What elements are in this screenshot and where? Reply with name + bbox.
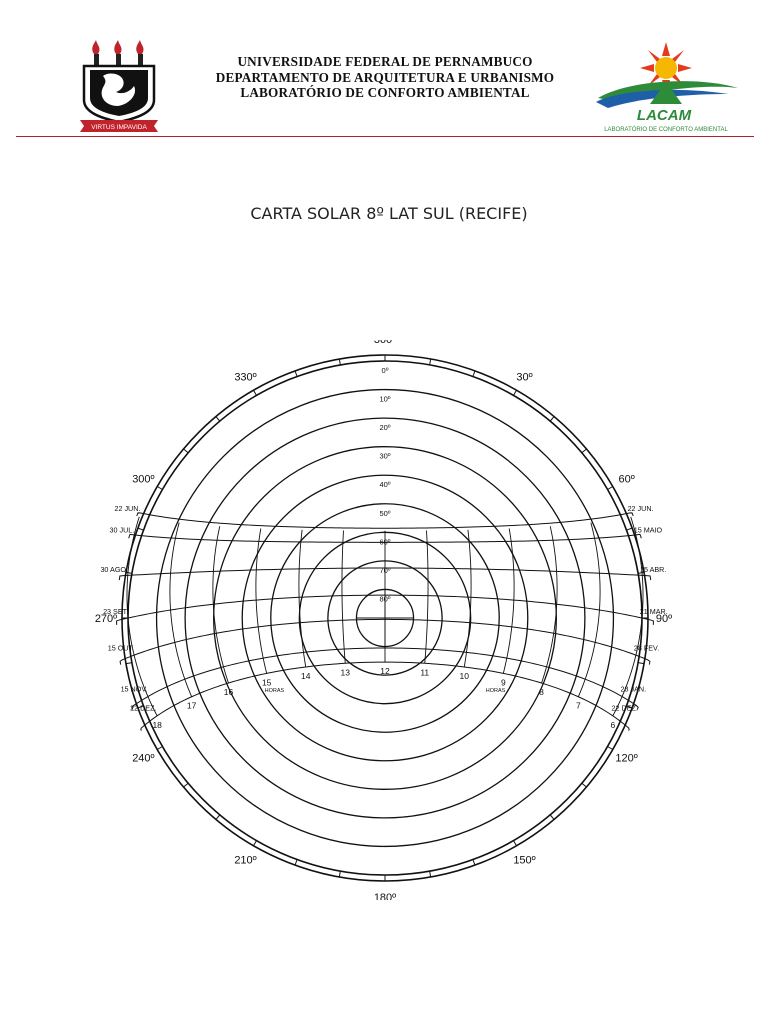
azimuth-tick — [473, 860, 475, 866]
azimuth-tick — [550, 815, 554, 820]
azimuth-tick — [216, 417, 220, 422]
azimuth-tick — [582, 783, 587, 787]
azimuth-tick — [627, 528, 633, 530]
azimuth-tick — [184, 449, 189, 453]
azimuth-tick — [608, 747, 613, 750]
date-label-right: 21 MAR. — [639, 607, 668, 617]
altitude-label: 20º — [379, 423, 391, 433]
header-institution-text — [200, 54, 570, 101]
altitude-label: 70º — [379, 565, 391, 575]
date-label-left: 30 JUL. — [109, 525, 135, 535]
hour-line — [503, 528, 514, 673]
hour-label: 16 — [223, 687, 234, 698]
date-label-right: 15 ABR. — [639, 565, 667, 575]
hour-label: 13 — [340, 667, 350, 678]
page-header — [0, 0, 768, 140]
azimuth-tick — [638, 663, 644, 664]
azimuth-label: 120º — [615, 752, 638, 765]
azimuth-label: 210º — [234, 854, 257, 867]
azimuth-label: 180º — [373, 892, 397, 900]
azimuth-tick — [184, 783, 189, 787]
date-label-right: 28 FEV. — [633, 643, 660, 653]
ufpe-crest-icon — [78, 40, 160, 132]
azimuth-label: 150º — [513, 854, 536, 867]
page-title: CARTA SOLAR 8º LAT SUL (RECIFE) — [250, 204, 528, 223]
date-label-left: 15 OUT. — [107, 643, 135, 653]
date-label-left: 22 JUN. — [114, 503, 141, 513]
azimuth-tick — [514, 841, 517, 846]
sun-path-chart — [0, 340, 768, 900]
hour-label: 7 — [575, 700, 581, 711]
azimuth-tick — [514, 390, 517, 395]
lacam-caption: LABORATÓRIO DE CONFORTO AMBIENTAL — [604, 127, 728, 133]
hour-label: 10 — [459, 670, 470, 681]
sun-path-chart-svg — [0, 340, 768, 900]
altitude-label: 10º — [379, 394, 391, 404]
azimuth-label: 360º — [373, 340, 397, 346]
altitude-label: 80º — [379, 594, 391, 604]
header-line-laboratory: LABORATÓRIO DE CONFORTO AMBIENTAL — [240, 85, 530, 100]
azimuth-label: 30º — [516, 371, 533, 384]
azimuth-tick — [295, 860, 297, 866]
hour-label: 18 — [152, 719, 162, 730]
date-label-right: 22 DEZ. — [611, 703, 638, 713]
azimuth-label: 90º — [655, 613, 673, 625]
lacam-name: LACAM — [636, 107, 692, 124]
azimuth-tick — [430, 359, 431, 365]
azimuth-label: 240º — [132, 752, 155, 765]
azimuth-tick — [254, 390, 257, 395]
hours-caption: HORAS — [485, 687, 506, 694]
azimuth-tick — [157, 747, 162, 750]
azimuth-label: 60º — [618, 473, 635, 486]
date-label-left: 30 AGO. — [100, 565, 129, 575]
hour-line — [213, 526, 229, 683]
hour-label: 11 — [420, 667, 430, 678]
azimuth-tick — [157, 487, 162, 490]
azimuth-tick — [295, 371, 297, 377]
date-label-right: 22 JUN. — [627, 503, 654, 513]
date-label-left: 15 NOV. — [120, 684, 148, 694]
hour-line — [542, 526, 558, 683]
hour-label: 17 — [186, 700, 197, 711]
azimuth-tick — [254, 841, 257, 846]
header-divider — [16, 136, 754, 137]
azimuth-tick — [608, 487, 613, 490]
date-label-right: 15 MAIO — [633, 525, 663, 535]
hour-label: 12 — [380, 666, 390, 677]
altitude-label: 60º — [379, 537, 391, 547]
azimuth-tick — [550, 417, 554, 422]
hour-label: 9 — [500, 677, 506, 688]
altitude-label: 30º — [379, 451, 391, 461]
altitude-label: 50º — [379, 508, 391, 518]
date-label-right: 28 JAN. — [620, 684, 647, 694]
hours-caption: HORAS — [264, 687, 285, 694]
azimuth-tick — [138, 528, 144, 530]
azimuth-tick — [473, 371, 475, 377]
hour-line — [256, 528, 267, 673]
lacam-sun-logo-icon — [588, 40, 744, 134]
header-line-department: DEPARTAMENTO DE ARQUITETURA E URBANISMO — [215, 69, 555, 85]
hour-label: 6 — [610, 719, 616, 730]
hour-line — [425, 531, 428, 664]
azimuth-label: 330º — [234, 371, 257, 384]
azimuth-label: 270º — [94, 613, 118, 625]
ufpe-motto: VIRTUS IMPAVIDA — [91, 124, 147, 131]
hour-line — [342, 531, 345, 664]
hour-label: 14 — [300, 670, 311, 681]
azimuth-tick — [216, 815, 220, 820]
hour-label: 8 — [539, 687, 544, 698]
altitude-label: 40º — [379, 480, 391, 490]
azimuth-tick — [430, 871, 431, 877]
hour-label: 15 — [261, 677, 272, 688]
azimuth-tick — [339, 871, 340, 877]
azimuth-tick — [339, 359, 340, 365]
date-label-left: 22 DEZ. — [130, 703, 157, 713]
azimuth-tick — [582, 449, 587, 453]
altitude-label: 0º — [381, 366, 389, 375]
header-line-university: UNIVERSIDADE FEDERAL DE PERNAMBUCO — [237, 54, 533, 69]
azimuth-tick — [126, 663, 132, 664]
date-label-left: 23 SET. — [103, 607, 129, 617]
azimuth-label: 300º — [132, 473, 155, 486]
